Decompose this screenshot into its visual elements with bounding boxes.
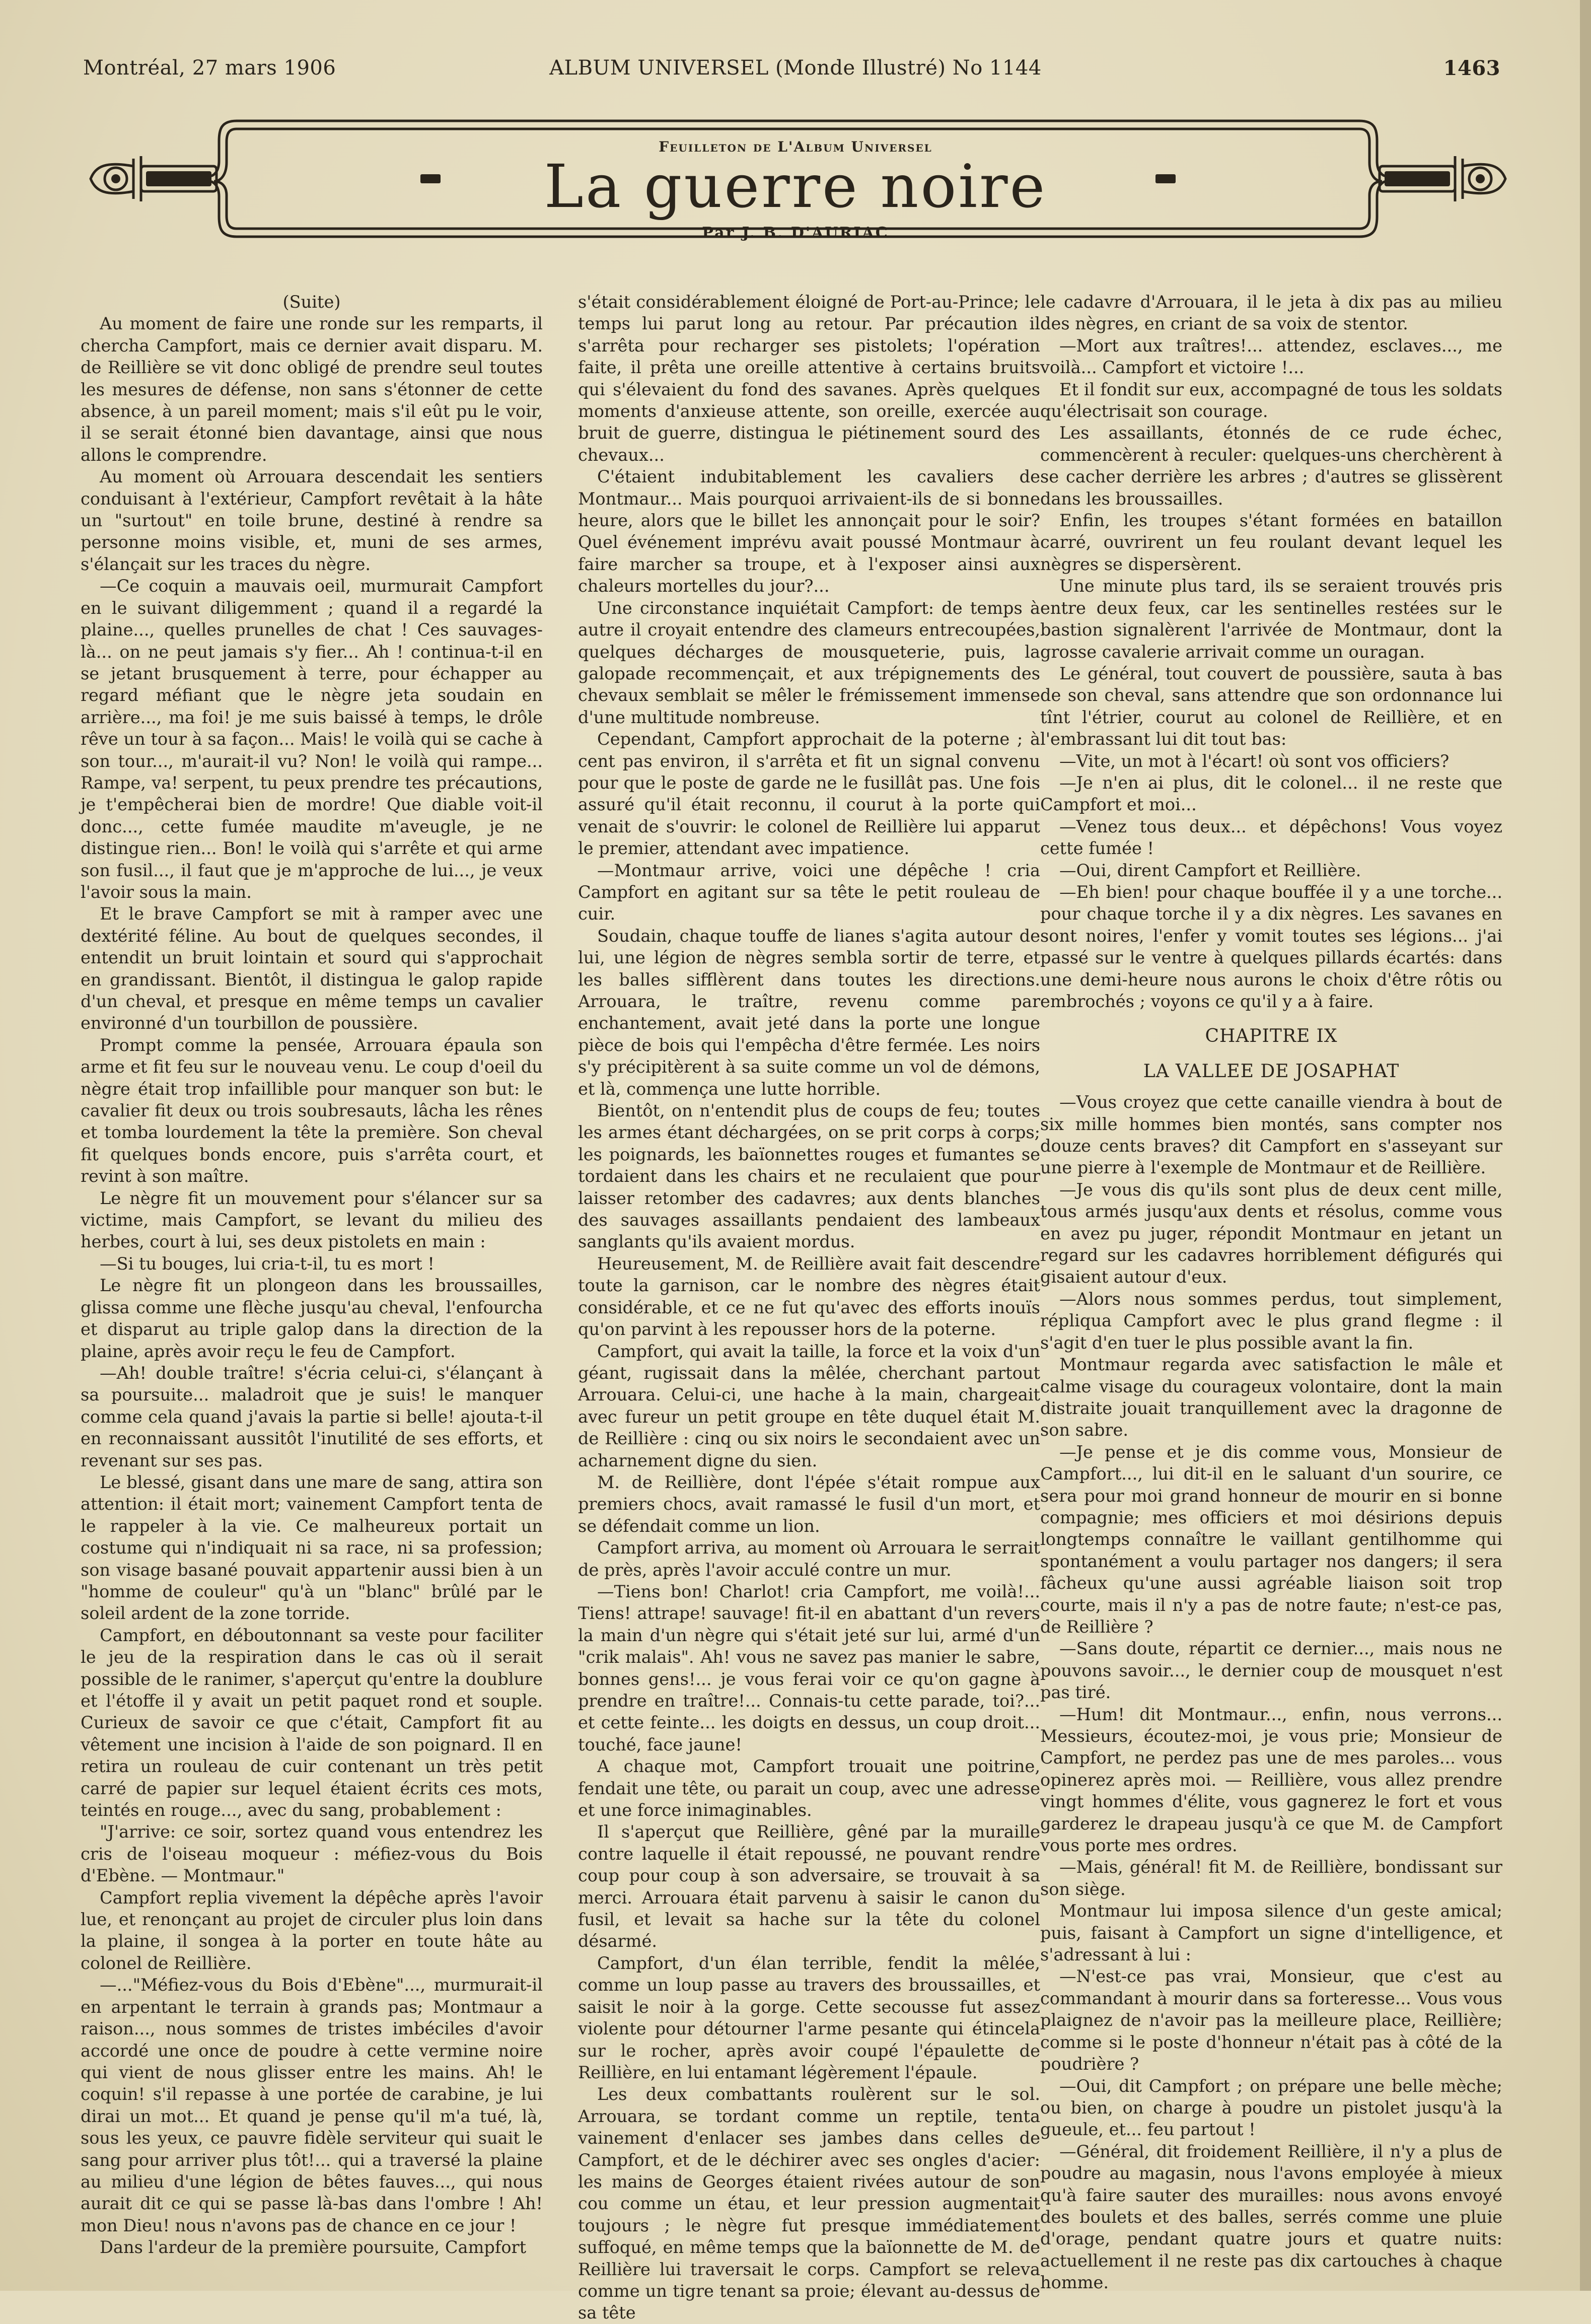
- paragraph: —Général, dit froidement Reillière, il n'y a plus de poudre au magasin, nous l'avons employée à mieux qu'à faire sauter des murailles: nous avons envoyé des boulets et des balles, serrés comme une pluie d'orage, pendant quatre jours et quatre nuits: actuellement il ne reste pas dix cartouches à chaque homme.: [1040, 2141, 1502, 2293]
- page-edge: [1580, 0, 1591, 2291]
- paragraph: —Mais, général! fit M. de Reillière, bondissant sur son siège.: [1040, 1857, 1502, 1899]
- paragraph: Montmaur regarda avec satisfaction le mâle et calme visage du courageux volontaire, dont la main distraite jouait tranquillement avec la dragonne de son sabre.: [1040, 1355, 1502, 1440]
- paragraph: A chaque mot, Campfort trouait une poitrine, fendait une tête, ou parait un coup, avec une adresse et une force inimaginables.: [578, 1756, 1040, 1820]
- paragraph: C'étaient indubitablement les cavaliers de Montmaur... Mais pourquoi arrivaient-ils de si bonne heure, alors que le billet les annonçait pour le soir? Quel événement imprévu avait poussé Montmaur à faire marcher sa troupe, et à l'exposer ainsi aux chaleurs mortelles du jour?...: [578, 467, 1040, 596]
- chapter-heading: CHAPITRE IX: [1205, 1026, 1338, 1047]
- paragraph: —Je n'en ai plus, dit le colonel... il ne reste que Campfort et moi...: [1040, 772, 1502, 815]
- paragraph: Et il fondit sur eux, accompagné de tous les soldats qu'électrisait son courage.: [1040, 379, 1502, 421]
- paragraph: Campfort replia vivement la dépêche après l'avoir lue, et renonçant au projet de circuler plus loin dans la plaine, il songea à la porter en toute hâte au colonel de Reillière.: [81, 1887, 543, 1973]
- paragraph: Montmaur lui imposa silence d'un geste amical; puis, faisant à Campfort un signe d'intelligence, et s'adressant à lui :: [1040, 1901, 1502, 1965]
- paragraph: Campfort arriva, au moment où Arrouara le serrait de près, après l'avoir acculé contre un mur.: [578, 1538, 1040, 1580]
- text-column-1: [81, 291, 543, 2280]
- paragraph: Campfort, d'un élan terrible, fendit la mêlée, comme un loup passe au travers des broussailles, et saisit le noir à la gorge. Cette secousse fut assez violente pour détourner l'arme pesante qui étincela sur le rocher, après avoir coupé l'épaulette de Reillière, en lui entamant légèrement l'épaule.: [578, 1953, 1040, 2082]
- header-date: Montréal, 27 mars 1906: [83, 56, 336, 80]
- paragraph: —Vous croyez que cette canaille viendra à bout de six mille hommes bien montés, sans compter nos douze cents braves? dit Campfort en s'asseyant sur une pierre à l'exemple de Montmaur et de Reillière.: [1040, 1092, 1502, 1178]
- paragraph: —Ce coquin a mauvais oeil, murmurait Campfort en le suivant diligemment ; quand il a regardé la plaine..., quelles prunelles de chat ! Ces sauvages-là... on ne peut jamais s'y fier... Ah ! continua-t-il en se jetant brusquement à terre, pour échapper au regard méfiant que le nègre jeta soudain en arrière..., ma foi! je me suis baissé à temps, le drôle rêve un tour à sa façon... Mais! le voilà qui se cache à son tour..., m'aurait-il vu? Non! le voilà qui rampe... Rampe, va! serpent, tu peux prendre tes précautions, je t'empêcherai bien de mordre! Que diable voit-il donc..., cette fumée maudite m'aveugle, je ne distingue rien... Bon! le voilà qui s'arrête et qui arme son fusil..., il faut que je m'approche de lui..., je veux l'avoir sous la main.: [81, 576, 543, 902]
- paragraph: Les deux combattants roulèrent sur le sol. Arrouara, se tordant comme un reptile, tenta vainement d'enlacer ses jambes dans celles de Campfort, et de le déchirer avec ses ongles d'acier: les mains de Georges étaient rivées autour de son cou comme un étau, et leur pression augmentait toujours ; le nègre fut presque immédiatement suffoqué, en même temps que la baïonnette de M. de Reillière lui traversait le corps. Campfort se releva comme un tigre tenant sa proie; élevant au-dessus de sa tête: [578, 2084, 1040, 2323]
- paragraph: Cependant, Campfort approchait de la poterne ; à cent pas environ, il s'arrêta et fit un signal convenu pour que le poste de garde ne le fusillât pas. Une fois assuré qu'il était reconnu, il courut à la porte qui venait de s'ouvrir: le colonel de Reillière lui apparut le premier, attendant avec impatience.: [578, 729, 1040, 859]
- paragraph: —Ah! double traître! s'écria celui-ci, s'élançant à sa poursuite... maladroit que je suis! le manquer comme cela quand j'avais la partie si belle! ajouta-t-il en reconnaissant aussitôt l'inutilité de ses efforts, et revenant sur ses pas.: [81, 1363, 543, 1470]
- paragraph: le cadavre d'Arrouara, il le jeta à dix pas au milieu des nègres, en criant de sa voix de stentor.: [1040, 292, 1502, 334]
- paragraph: Il s'aperçut que Reillière, gêné par la muraille contre laquelle il était repoussé, ne pouvant rendre coup pour coup à son adversaire, se trouvait à sa merci. Arrouara était parvenu à saisir le canon du fusil, et levait sa hache sur la tête du colonel désarmé.: [578, 1822, 1040, 1951]
- paragraph: —Oui, dirent Campfort et Reillière.: [1059, 860, 1361, 880]
- paragraph: Une minute plus tard, ils se seraient trouvés pris entre deux feux, car les sentinelles restées sur le bastion signalèrent l'arrivée de Montmaur, dont la grosse cavalerie arrivait comme un ouragan.: [1040, 576, 1502, 662]
- paragraph: —..."Méfiez-vous du Bois d'Ebène"..., murmurait-il en arpentant le terrain à grands pas; Montmaur a raison..., nous sommes de tristes imbéciles d'avoir accordé une once de poudre à cette vermine noire qui vient de nous glisser entre les mains. Ah! le coquin! s'il repasse à une portée de carabine, je lui dirai un mot... Et quand je pense qu'il m'a tué, là, sous les yeux, ce pauvre fidèle serviteur qui suait le sang pour arriver plus tôt!... qui a traversé la plaine au milieu d'une légion de bêtes fauves..., qui nous aurait dit ce qui se passe là-bas dans l'ombre ! Ah! mon Dieu! nous n'avons pas de chance en ce jour !: [81, 1975, 543, 2235]
- paragraph: —Montmaur arrive, voici une dépêche ! cria Campfort en agitant sur sa tête le petit rouleau de cuir.: [578, 860, 1040, 924]
- text-column-2: [578, 291, 1040, 2323]
- paragraph: —Si tu bouges, lui cria-t-il, tu es mort !: [100, 1253, 435, 1274]
- serial-title: La guerre noire: [544, 152, 1047, 221]
- paragraph: —Venez tous deux... et dépêchons! Vous voyez cette fumée !: [1040, 816, 1502, 859]
- paragraph: Campfort, en déboutonnant sa veste pour faciliter le jeu de la respiration dans le cas où il serait possible de le ranimer, s'aperçut qu'entre la doublure et l'étoffe il y avait un petit paquet rond et souple. Curieux de savoir ce que c'était, Campfort fit au vêtement une incision à l'aide de son poignard. Il en retira un rouleau de cuir contenant un très petit carré de papier sur lequel étaient écrits ces mots, teintés en rouge..., avec du sang, probablement :: [81, 1625, 543, 1820]
- paragraph: Le nègre fit un plongeon dans les broussailles, glissa comme une flèche jusqu'au cheval, l'enfourcha et disparut au triple galop dans la direction de la plaine, après avoir reçu le feu de Campfort.: [81, 1276, 543, 1361]
- paragraph: s'était considérablement éloigné de Port-au-Prince; le temps lui parut long au retour. Par précaution il s'arrêta pour recharger ses pistolets; l'opération faite, il prêta une oreille attentive à certains bruits qui s'élevaient du fond des savanes. Après quelques moments d'anxieuse attente, son oreille, exercée au bruit de guerre, distingua le piétinement sourd des chevaux...: [578, 292, 1040, 465]
- paragraph: Une circonstance inquiétait Campfort: de temps à autre il croyait entendre des clameurs entrecoupées, quelques décharges de mousqueterie, puis, la galopade recommençait, et aux trépignements des chevaux semblait se mêler le frémissement immense d'une multitude nombreuse.: [578, 598, 1040, 727]
- text-column-3: [1040, 291, 1502, 2293]
- paragraph: —Je vous dis qu'ils sont plus de deux cent mille, tous armés jusqu'aux dents et résolus, comme vous en avez pu juger, répondit Montmaur en jetant un regard sur les cadavres horriblement défigurés qui gisaient autour d'eux.: [1040, 1179, 1502, 1287]
- paragraph: Prompt comme la pensée, Arrouara épaula son arme et fit feu sur le nouveau venu. Le coup d'oeil du nègre était trop infaillible pour manquer son but: le cavalier fit deux ou trois soubresauts, lâcha les rênes et tomba lourdement la tête la première. Son cheval fit quelques bonds encore, puis s'arrêta court, et revint à son maître.: [81, 1035, 543, 1186]
- paragraph: Campfort, qui avait la taille, la force et la voix d'un géant, rugissait dans la mêlée, cherchant partout Arrouara. Celui-ci, une hache à la main, chargeait avec fureur un petit groupe en tête duquel était M. de Reillière : cinq ou six noirs le secondaient avec un acharnement digne du sien.: [578, 1341, 1040, 1470]
- paragraph: Au moment où Arrouara descendait les sentiers conduisant à l'extérieur, Campfort revêtait à la hâte un "surtout" en toile brune, destiné à rendre sa personne moins visible, et, muni de ses armes, s'élançait sur les traces du nègre.: [81, 467, 543, 574]
- paragraph: —Tiens bon! Charlot! cria Campfort, me voilà!... Tiens! attrape! sauvage! fit-il en abattant d'un revers la main d'un nègre qui s'était jeté sur lui, armé d'un "crik malais". Ah! vous ne savez pas manier le sabre, bonnes gens!... je vous ferai voir ce qu'on gagne à prendre en traître!... Connais-tu cette parade, toi?... et cette feinte... les doigts en dessus, un coup droit... touché, face jaune!: [578, 1581, 1040, 1754]
- header-publication: ALBUM UNIVERSEL (Monde Illustré) No 1144: [549, 56, 1042, 80]
- paragraph: —Oui, dit Campfort ; on prépare une belle mèche; ou bien, on charge à poudre un pistolet jusqu'à la gueule, et... feu partout !: [1040, 2076, 1502, 2140]
- paragraph: M. de Reillière, dont l'épée s'était rompue aux premiers chocs, avait ramassé le fusil d'un mort, et se défendait comme un lion.: [578, 1472, 1040, 1536]
- paragraph: —Sans doute, répartit ce dernier..., mais nous ne pouvons savoir..., le dernier coup de mousquet n'est pas tiré.: [1040, 1639, 1502, 1703]
- paragraph: —Mort aux traîtres!... attendez, esclaves..., me voilà... Campfort et victoire !...: [1040, 335, 1502, 378]
- feuilleton-kicker: Feuilleton de L'Album Universel: [659, 138, 932, 155]
- paragraph: Et le brave Campfort se mit à ramper avec une dextérité féline. Au bout de quelques secondes, il entendit un bruit lointain et sourd qui s'approchait en grandissant. Bientôt, il distingua le galop rapide d'un cheval, et presque en même temps un cavalier environné d'un tourbillon de poussière.: [81, 904, 543, 1033]
- paragraph: —Vite, un mot à l'écart! où sont vos officiers?: [1059, 751, 1450, 771]
- paragraph: —Je pense et je dis comme vous, Monsieur de Campfort..., lui dit-il en le saluant d'un sourire, ce sera pour moi grand honneur de mourir en si bonne compagnie; mes officiers et moi désirions depuis longtemps connaître le vaillant gentilhomme qui spontanément a voulu partager nos dangers; il sera fâcheux qu'une aussi agréable liaison soit trop courte, mais il n'y a pas de notre faute; n'est-ce pas, de Reillière ?: [1040, 1442, 1502, 1637]
- paragraph: Bientôt, on n'entendit plus de coups de feu; toutes les armes étant déchargées, on se prit corps à corps; les poignards, les baïonnettes rouges et fumantes se tordaient dans les chairs et ne reculaient que pour laisser retomber des cadavres; aux dents blanches des sauvages assaillants pendaient des lambeaux sanglants qu'ils avaient mordus.: [578, 1101, 1040, 1252]
- paragraph: Le général, tout couvert de poussière, sauta à bas de son cheval, sans attendre que son ordonnance lui tînt l'étrier, courut au colonel de Reillière, et en l'embrassant lui dit tout bas:: [1040, 663, 1502, 749]
- paragraph: Enfin, les troupes s'étant formées en bataillon carré, ouvrirent un feu roulant devant lequel les nègres se dispersèrent.: [1040, 511, 1502, 574]
- chapter-title: LA VALLEE DE JOSAPHAT: [1143, 1061, 1400, 1082]
- paragraph: Le nègre fit un mouvement pour s'élancer sur sa victime, mais Campfort, se levant du milieu des herbes, court à lui, ses deux pistolets en main :: [81, 1188, 543, 1252]
- paragraph: Les assaillants, étonnés de ce rude échec, commencèrent à reculer: quelques-uns cherchèrent à se cacher derrière les arbres ; d'autres se glissèrent dans les broussailles.: [1040, 423, 1502, 509]
- paragraph: —Hum! dit Montmaur..., enfin, nous verrons... Messieurs, écoutez-moi, je vous prie; Monsieur de Campfort, ne perdez pas une de mes paroles... vous opinerez après moi. — Reillière, vous allez prendre vingt hommes d'élite, vous gagnerez le fort et vous garderez le drapeau jusqu'à ce que M. de Campfort vous porte mes ordres.: [1040, 1704, 1502, 1856]
- paragraph: Soudain, chaque touffe de lianes s'agita autour de lui, une légion de nègres sembla sortir de terre, et les balles sifflèrent dans toutes les directions. Arrouara, le traître, revenu comme par enchantement, avait jeté dans la porte une longue pièce de bois qui l'empêcha d'être fermée. Les noirs s'y précipitèrent à sa suite comme un vol de démons, et là, commença une lutte horrible.: [578, 926, 1040, 1099]
- paragraph: —N'est-ce pas vrai, Monsieur, que c'est au commandant à mourir dans sa forteresse... Vous vous plaignez de n'avoir pas la meilleure place, Reillière; comme si le poste d'honneur n'était pas à côté de la poudrière ?: [1040, 1966, 1502, 2074]
- paragraph: —Eh bien! pour chaque bouffée il y a une torche... pour chaque torche il y a dix nègres. Les savanes en sont noires, l'enfer y vomit toutes ses légions... j'ai passé sur le ventre à quelques pillards écartés: dans une demi-heure nous aurons le choix d'être rôtis ou embrochés ; voyons ce qu'il y a à faire.: [1040, 882, 1502, 1011]
- paragraph: Au moment de faire une ronde sur les remparts, il chercha Campfort, mais ce dernier avait disparu. M. de Reillière se vit donc obligé de prendre seul toutes les mesures de défense, non sans s'étonner de cette absence, à un pareil moment; mais s'il eût pu le voir, il se serait étonné bien davantage, ainsi que nous allons le comprendre.: [81, 314, 543, 465]
- paragraph: Heureusement, M. de Reillière avait fait descendre toute la garnison, car le nombre des nègres était considérable, et ce ne fut qu'avec des efforts inouïs qu'on parvint à les repousser hors de la poterne.: [578, 1253, 1040, 1340]
- author-byline: Par J. B. D'AURIAC: [702, 224, 889, 242]
- paragraph: Dans l'ardeur de la première poursuite, Campfort: [100, 2237, 527, 2258]
- header-page-number: 1463: [1443, 56, 1500, 80]
- suite-label: (Suite): [282, 292, 341, 312]
- paragraph: —Alors nous sommes perdus, tout simplement, répliqua Campfort avec le plus grand flegme : il s'agit d'en tuer le plus possible avant la fin.: [1040, 1289, 1502, 1353]
- paragraph: Le blessé, gisant dans une mare de sang, attira son attention: il était mort; vainement Campfort tenta de le rappeler à la vie. Ce malheureux portait un costume qui n'indiquait ni sa race, ni sa profession; son visage basané pouvait appartenir aussi bien à un "homme de couleur" qu'à un "blanc" brûlé par le soleil ardent de la zone torride.: [81, 1472, 543, 1624]
- paragraph: "J'arrive: ce soir, sortez quand vous entendrez les cris de l'oiseau moqueur : méfiez-vous du Bois d'Ebène. — Montmaur.": [81, 1822, 543, 1886]
